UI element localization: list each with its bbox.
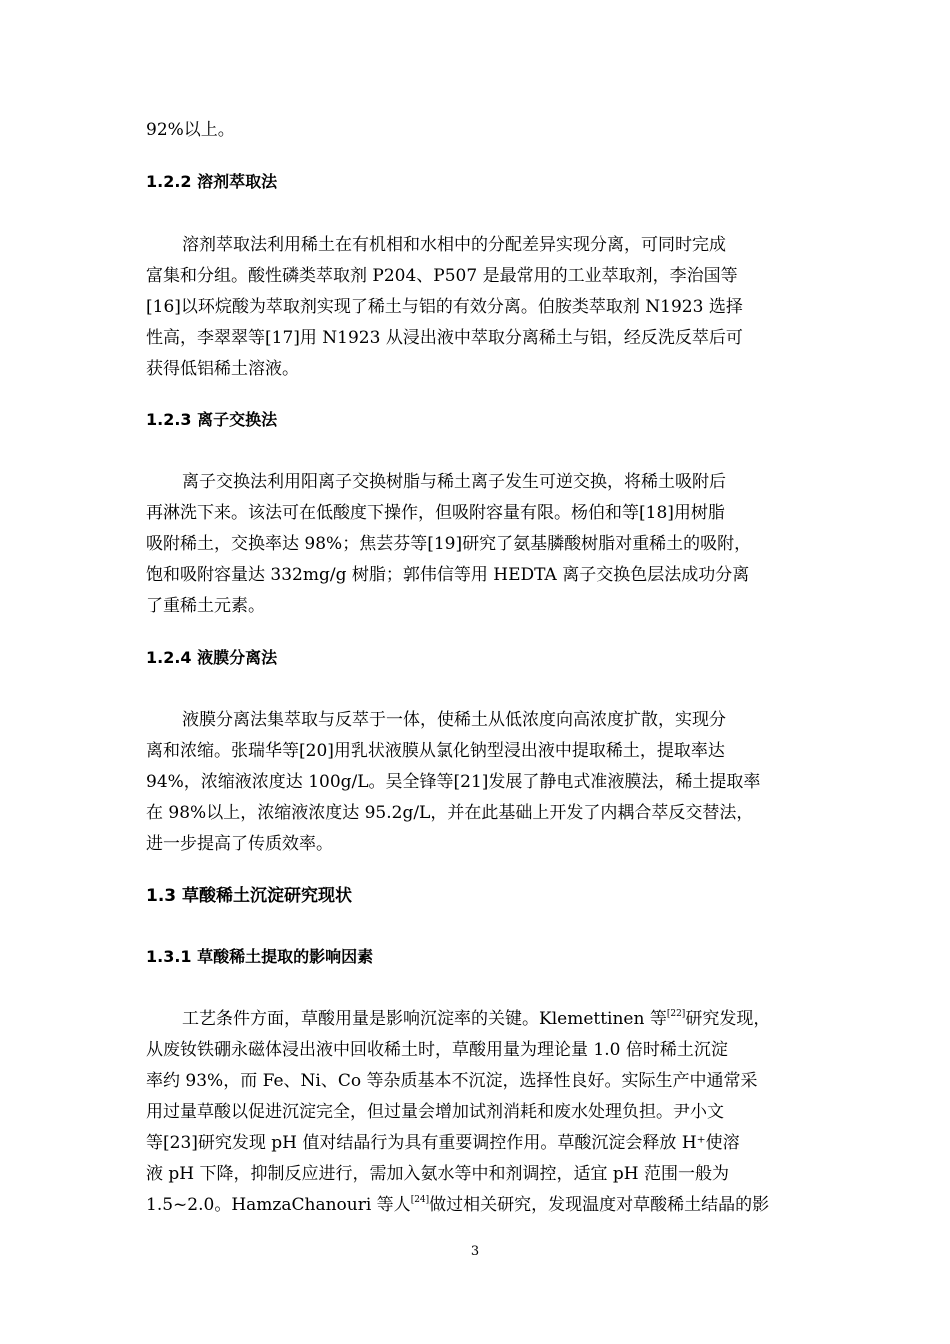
text-run: 工艺条件方面，草酸用量是影响沉淀率的关键。Klemettinen 等 bbox=[182, 1009, 667, 1029]
text-run: 1.5~2.0。HamzaChanouri 等人 bbox=[146, 1195, 411, 1215]
paragraph-line: 获得低铝稀土溶液。 bbox=[146, 359, 299, 379]
paragraph-line: 92%以上。 bbox=[146, 120, 235, 140]
paragraph-line: 吸附稀土，交换率达 98%；焦芸芬等[19]研究了氨基膦酸树脂对重稀土的吸附， bbox=[146, 534, 752, 554]
paragraph-line: 离和浓缩。张瑞华等[20]用乳状液膜从氯化钠型浸出液中提取稀土，提取率达 bbox=[146, 741, 725, 761]
paragraph-line: 液膜分离法集萃取与反萃于一体，使稀土从低浓度向高浓度扩散，实现分 bbox=[182, 710, 726, 730]
paragraph-line: 饱和吸附容量达 332mg/g 树脂；郭伟信等用 HEDTA 离子交换色层法成功分离 bbox=[146, 565, 750, 585]
citation-superscript: [24] bbox=[410, 1195, 430, 1205]
paragraph-line: 了重稀土元素。 bbox=[146, 596, 265, 616]
citation-superscript: [22] bbox=[666, 1009, 686, 1019]
paragraph-line: 在 98%以上，浓缩液浓度达 95.2g/L，并在此基础上开发了内耦合萃反交替法， bbox=[146, 803, 754, 823]
section-heading-1-3: 1.3 草酸稀土沉淀研究现状 bbox=[146, 886, 353, 906]
paragraph-line: 溶剂萃取法利用稀土在有机相和水相中的分配差异实现分离，可同时完成 bbox=[182, 235, 726, 255]
paragraph-line: 94%，浓缩液浓度达 100g/L。吴全锋等[21]发展了静电式准液膜法，稀土提取率 bbox=[146, 772, 761, 792]
paragraph-line: 离子交换法利用阳离子交换树脂与稀土离子发生可逆交换，将稀土吸附后 bbox=[182, 472, 726, 492]
paragraph-line: [16]以环烷酸为萃取剂实现了稀土与铝的有效分离。伯胺类萃取剂 N1923 选择 bbox=[146, 297, 743, 317]
paragraph-line bbox=[182, 1007, 770, 1031]
paragraph-line: 从废钕铁硼永磁体浸出液中回收稀土时，草酸用量为理论量 1.0 倍时稀土沉淀 bbox=[146, 1040, 728, 1060]
paragraph-line: 富集和分组。酸性磷类萃取剂 P204、P507 是最常用的工业萃取剂，李治国等 bbox=[146, 266, 738, 286]
paragraph-line: 液 pH 下降，抑制反应进行，需加入氨水等中和剂调控，适宜 pH 范围一般为 bbox=[146, 1164, 730, 1184]
paragraph-line: 再淋洗下来。该法可在低酸度下操作，但吸附容量有限。杨伯和等[18]用树脂 bbox=[146, 503, 725, 523]
paragraph-line: 进一步提高了传质效率。 bbox=[146, 834, 333, 854]
text-run: 做过相关研究，发现温度对草酸稀土结晶的影 bbox=[429, 1195, 770, 1215]
section-heading-1-2-2: 1.2.2 溶剂萃取法 bbox=[146, 172, 278, 191]
paragraph-line: 用过量草酸以促进沉淀完全，但过量会增加试剂消耗和废水处理负担。尹小文 bbox=[146, 1102, 724, 1122]
section-heading-1-2-4: 1.2.4 液膜分离法 bbox=[146, 648, 278, 667]
paragraph-line: 性高，李翠翠等[17]用 N1923 从浸出液中萃取分离稀土与铝，经反洗反萃后可 bbox=[146, 328, 743, 348]
paragraph-line bbox=[146, 1193, 769, 1217]
paragraph-line: 等[23]研究发现 pH 值对结晶行为具有重要调控作用。草酸沉淀会释放 H⁺使溶 bbox=[146, 1133, 740, 1153]
section-heading-1-2-3: 1.2.3 离子交换法 bbox=[146, 410, 278, 429]
section-heading-1-3-1: 1.3.1 草酸稀土提取的影响因素 bbox=[146, 947, 374, 966]
paragraph-line: 率约 93%，而 Fe、Ni、Co 等杂质基本不沉淀，选择性良好。实际生产中通常采 bbox=[146, 1071, 758, 1091]
page-number: 3 bbox=[470, 1244, 480, 1259]
text-run: 研究发现， bbox=[685, 1009, 771, 1029]
